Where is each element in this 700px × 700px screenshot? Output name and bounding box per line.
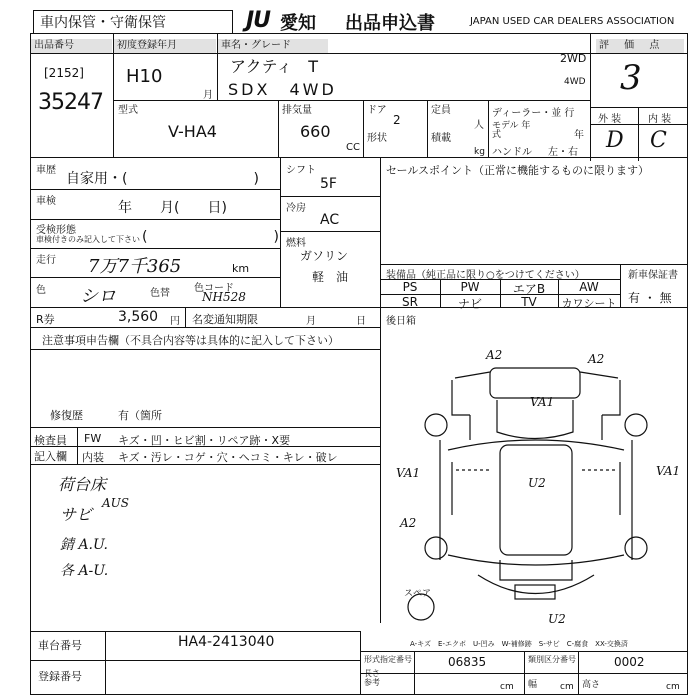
displacement-label: 排気量 <box>282 105 312 116</box>
damage-legend: A-キズ E-エクボ U-凹み W-補修跡 S-サビ C-腐食 XX-交換済 <box>410 640 628 648</box>
category-value: 0002 <box>614 655 645 669</box>
checker-row1: キズ・凹・ヒビ割・リペア跡・X要 <box>118 434 291 447</box>
handwritten-scratch: 錆 A.U. <box>60 537 108 553</box>
model-label: 型式 <box>118 105 138 116</box>
checker-interior: 内装 <box>82 451 104 464</box>
color-code-value: NH528 <box>202 290 246 304</box>
chassis-label: 車台番号 <box>38 639 82 652</box>
notes-label: 注意事項申告欄（不具合内容等は具体的に記入して下さい） <box>42 334 339 347</box>
reg-number-label: 登録番号 <box>38 670 82 683</box>
type-designation-value: 06835 <box>448 655 487 669</box>
aircon-label: 冷房 <box>286 203 306 214</box>
color-code-label: 色コード <box>194 283 234 294</box>
reference-label-1: 参考 <box>364 678 380 687</box>
mark-a2-3: A2 <box>400 516 417 530</box>
shift-value: 5F <box>320 176 337 192</box>
shift-label: シフト <box>286 165 316 176</box>
lot-sub-number: [2152] <box>44 66 84 80</box>
color-label: 色 <box>36 285 46 296</box>
inspection-label: 車検 <box>36 196 56 207</box>
exterior-grade: D <box>606 128 624 153</box>
equip-leather-seat: カワシート <box>561 297 617 310</box>
storage-label: 車内保管・守衛保管 <box>40 15 166 31</box>
checker-row2: キズ・汚レ・コゲ・穴・ヘコミ・キレ・破レ <box>118 451 338 464</box>
mileage-label: 走行 <box>36 255 56 266</box>
equip-navi: ナビ <box>457 297 482 311</box>
history-label: 車歴 <box>36 165 56 176</box>
mark-u2-2: U2 <box>548 612 566 626</box>
repair-label: 修復歴 <box>50 409 83 422</box>
tax-unit: 円 <box>170 316 180 327</box>
entry-label: 記入欄 <box>34 450 67 463</box>
fuel-diesel: 軽 油 <box>312 270 349 284</box>
repair-value: 有（箇所 <box>118 409 162 422</box>
grade-label: 評 価 点 <box>596 39 684 53</box>
equip-pw: PW <box>460 280 480 294</box>
lot-label: 出品番号 <box>31 39 112 53</box>
mark-u2-1: U2 <box>528 476 546 490</box>
notice-day: 日 <box>356 316 366 327</box>
association-name: JAPAN USED CAR DEALERS ASSOCIATION <box>470 16 675 27</box>
doors-label: ドア <box>367 105 387 116</box>
equipment-label: 装備品（純正品に限り○をつけてください） <box>386 270 585 281</box>
brand-name: 愛知 <box>280 13 316 34</box>
height-label: 高さ <box>582 680 601 690</box>
mark-a2-2: A2 <box>588 352 605 366</box>
reception-value: ( ) <box>142 229 279 245</box>
interior-grade: C <box>650 128 667 153</box>
chassis-value: HA4-2413040 <box>178 634 275 650</box>
color-change-label: 色替 <box>150 288 170 299</box>
fuel-gasoline: ガソリン <box>300 249 349 263</box>
notice-month: 月 <box>306 316 316 327</box>
drive-4wd: 4WD <box>564 77 586 87</box>
ju-logo: JU <box>246 8 271 33</box>
mark-va1-2: VA1 <box>396 466 421 480</box>
mileage-unit: km <box>232 262 250 275</box>
category-label: 類別区分番号 <box>528 655 576 664</box>
sales-point-label: セールスポイント（正常に機能するものに限ります） <box>386 164 650 177</box>
registration-value: H10 <box>126 66 163 87</box>
lot-number: 35247 <box>38 90 103 115</box>
registration-month: 月 <box>203 90 213 101</box>
displacement-value: 660 <box>300 122 331 141</box>
model-value: V-HA4 <box>168 122 217 141</box>
equip-airbag: エアB <box>512 282 546 296</box>
car-name-line2: SDX 4WD <box>228 80 337 99</box>
height-unit: cm <box>666 682 680 692</box>
interior-label: 内 装 <box>648 114 672 125</box>
mileage-value: 7万7千365 <box>88 256 182 277</box>
tax-label: R券 <box>36 313 55 326</box>
exterior-label: 外 装 <box>598 114 622 125</box>
handwritten-rust: サビ <box>60 505 93 524</box>
spare-label: スペア <box>404 589 432 599</box>
handle-options: 左・右 <box>548 147 578 158</box>
equip-ps: PS <box>402 280 418 294</box>
registration-label: 初度登録年月 <box>114 39 216 53</box>
doors-value: 2 <box>393 113 401 127</box>
handwritten-bed-floor: 荷台床 <box>58 475 107 494</box>
mark-a2-1: A2 <box>486 348 503 362</box>
shape-label: 形状 <box>367 133 387 144</box>
car-name-line1: アクティ T <box>230 57 319 76</box>
mark-va1-3: VA1 <box>656 464 681 478</box>
reception-note: 車検付きのみ記入して下さい <box>36 235 140 244</box>
mark-va1-1: VA1 <box>530 395 555 409</box>
width-unit: cm <box>560 682 574 692</box>
handle-label: ハンドル <box>492 147 532 158</box>
width-label: 幅 <box>528 680 538 690</box>
load-label: 積載 <box>431 133 451 144</box>
color-value: シロ <box>80 286 116 307</box>
capacity-label: 定員 <box>431 105 451 116</box>
checker-label: 検査員 <box>34 434 67 447</box>
fuel-label: 燃料 <box>286 238 306 249</box>
length-unit: cm <box>500 682 514 692</box>
grade-value: 3 <box>620 58 642 98</box>
model-year-label: モデル 年 式 <box>492 121 531 140</box>
tax-value: 3,560 <box>118 309 159 325</box>
checker-fw: FW <box>84 432 102 445</box>
year-unit: 年 <box>574 130 584 141</box>
history-value: 自家用・( ) <box>66 171 259 187</box>
aircon-value: AC <box>320 212 340 228</box>
drive-2wd: 2WD <box>560 52 587 65</box>
handwritten-aus: AUS <box>102 496 129 510</box>
rear-label: 後日箱 <box>386 316 416 327</box>
equip-aw: AW <box>579 280 599 294</box>
warranty-options: 有 ・ 無 <box>628 291 672 305</box>
form-title: 出品申込書 <box>345 13 435 34</box>
displacement-unit: CC <box>346 142 360 153</box>
car-name-label: 車名・グレード <box>218 39 328 53</box>
capacity-unit: 人 <box>474 120 484 131</box>
inspection-value: 年 月( 日) <box>118 200 227 216</box>
dealer-label: ディーラー・並 行 <box>492 108 575 119</box>
notice-label: 名変通知期限 <box>192 313 258 326</box>
length-label: 長さ <box>364 669 380 678</box>
warranty-label: 新車保証書 <box>628 270 678 281</box>
handwritten-each: 各 A-U. <box>60 563 109 579</box>
load-unit: kg <box>474 147 485 157</box>
type-designation-label: 形式指定番号 <box>364 655 412 664</box>
reception-label: 受検形態 <box>36 225 76 236</box>
equip-tv: TV <box>521 295 537 309</box>
equip-sr: SR <box>402 295 418 309</box>
